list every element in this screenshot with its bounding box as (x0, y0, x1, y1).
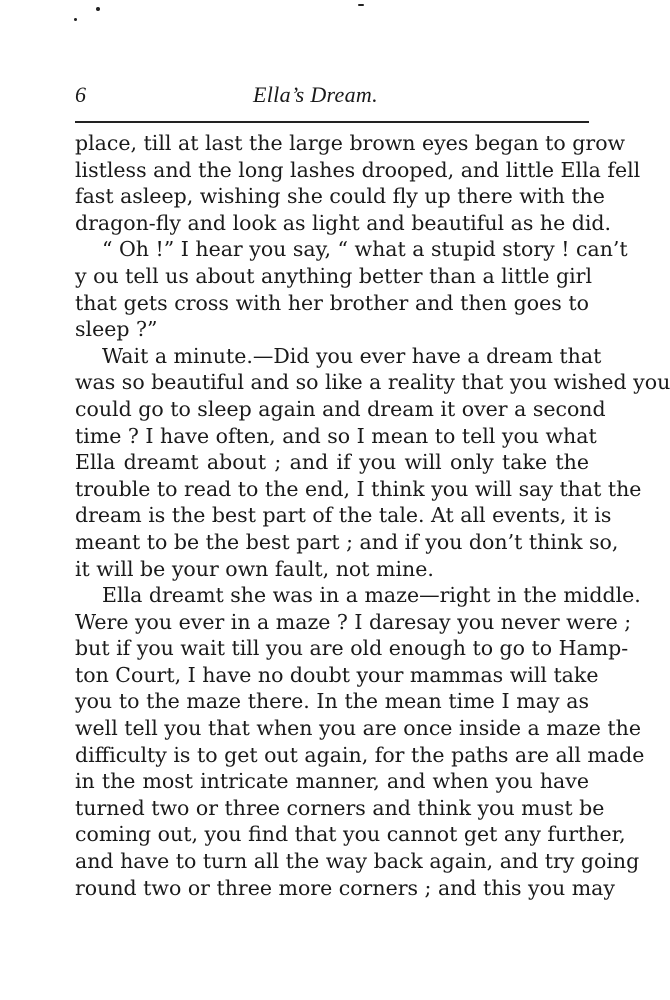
text-line: listless and the long lashes drooped, and little Ella fell (75, 157, 641, 182)
body-text (75, 130, 670, 901)
text-line: was so beautiful and so like a reality that you wished you (75, 370, 670, 395)
text-line: ton Court, I have no doubt your mammas will take (75, 662, 599, 687)
text-line: Ella dreamt she was in a maze—right in the middle. (102, 583, 641, 608)
text-line: “ Oh !” I hear you say, “ what a stupid story ! can’t (102, 237, 628, 262)
text-line: time ? I have often, and so I mean to tell you what (75, 423, 597, 448)
text-line: that gets cross with her brother and then goes to (75, 290, 589, 315)
text-line: well tell you that when you are once inside a maze the (75, 716, 641, 741)
text-line: place, till at last the large brown eyes began to grow (75, 131, 626, 155)
text-line: Ella dreamt about ; and if you will only take the (75, 450, 589, 475)
running-title: Ella’s Dream. (253, 82, 378, 107)
text-line: turned two or three corners and think you must be (75, 795, 605, 820)
text-line: Were you ever in a maze ? I daresay you never were ; (75, 609, 632, 634)
text-line: it will be your own fault, not mine. (75, 556, 434, 581)
text-line: and have to turn all the way back again, and try going (75, 849, 640, 874)
header-rule (75, 121, 589, 123)
text-line: difficulty is to get out again, for the paths are all made (75, 742, 645, 767)
text-line: meant to be the best part ; and if you don’t think so, (75, 529, 619, 554)
text-line: coming out, you find that you cannot get any further, (75, 822, 626, 847)
text-line: dream is the best part of the tale. At all events, it is (75, 503, 612, 528)
text-line: Wait a minute.—Did you ever have a dream that (102, 343, 602, 368)
print-speck (358, 4, 364, 6)
text-line: could go to sleep again and dream it over a second (75, 396, 606, 421)
text-line: sleep ?” (75, 317, 158, 342)
text-line: but if you wait till you are old enough to go to Hamp- (75, 636, 629, 661)
text-line: fast asleep, wishing she could fly up there with the (75, 184, 605, 209)
text-line: y ou tell us about anything better than a little girl (75, 263, 593, 288)
text-line: you to the maze there. In the mean time I may as (75, 689, 589, 714)
text-line: round two or three more corners ; and this you may (75, 875, 615, 900)
print-speck (74, 18, 77, 21)
text-line: trouble to read to the end, I think you will say that the (75, 476, 642, 501)
page-number: 6 (75, 82, 86, 107)
text-line: dragon-fly and look as light and beautiful as he did. (75, 210, 612, 235)
page-header (75, 82, 589, 114)
text-line: in the most intricate manner, and when you have (75, 769, 589, 794)
print-speck (96, 7, 100, 11)
